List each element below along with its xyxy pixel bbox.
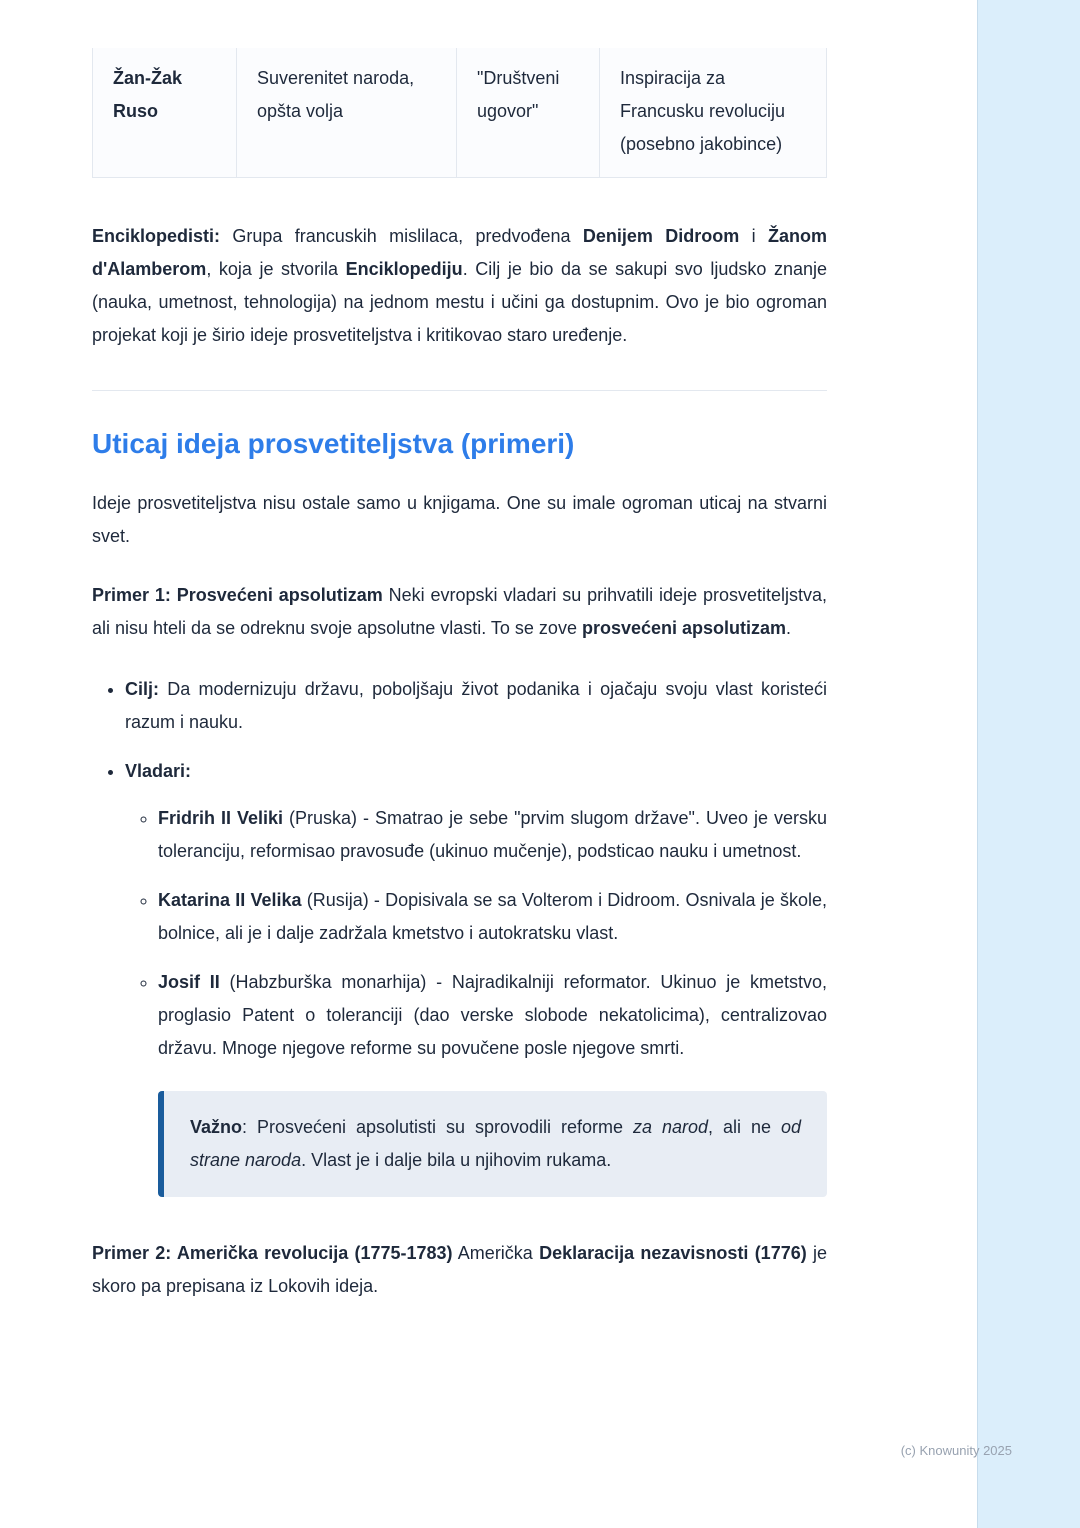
text-run-bold: Katarina II Velika — [158, 890, 302, 910]
text-run: i — [739, 226, 768, 246]
section-divider — [92, 390, 827, 391]
text-run: (Pruska) - Smatrao je sebe "prvim slugom države". Uveo je versku toleranciju, reformisao pravosuđe (ukinuo mučenje), podsticao nauku i umetnost. — [158, 808, 827, 861]
list-item-katarina — [158, 884, 827, 950]
text-run-bold: Primer 2: Američka revolucija (1775-1783) — [92, 1243, 453, 1263]
text-run: je skoro pa prepisana iz Lokovih ideja. — [92, 1243, 827, 1296]
footer-copyright: (c) Knowunity 2025 — [900, 1443, 1012, 1458]
philosopher-name: Žan-Žak Ruso — [113, 68, 183, 121]
text-run: (Habzburška monarhija) - Najradikalniji reformator. Ukinuo je kmetstvo, proglasio Patent o toleranciji (dao verske slobode nekatolicima), centralizovao državu. Mnoge njegove reforme su povučene posle njegove smrti. — [158, 972, 828, 1058]
text-run-bold: Važno — [190, 1117, 243, 1137]
text-run: : Prosvećeni apsolutisti su sprovodili reforme — [242, 1117, 633, 1137]
text-run: . Vlast je i dalje bila u njihovim rukama. — [301, 1150, 612, 1170]
table-cell-work: "Društveni ugovor" — [457, 48, 600, 178]
text-run: . Cilj je bio da se sakupi svo ljudsko znanje (nauka, umetnost, tehnologija) na jednom mestu i učini ga dostupnim. Ovo je bio ogroman projekat koji je širio ideje prosvetiteljstva i kritikovao staro uređenje. — [92, 259, 827, 345]
text-run-italic: od strane naroda — [190, 1117, 801, 1170]
text-run-italic: za narod — [632, 1117, 709, 1137]
text-run-bold: Primer 1: Prosvećeni apsolutizam — [92, 585, 383, 605]
text-run: , koja je stvorila — [206, 259, 346, 279]
text-run: Neki evropski vladari su prihvatili ideje prosvetiteljstva, ali nisu hteli da se odreknu svoje apsolutne vlasti. To se zove — [92, 585, 827, 638]
section-heading: Uticaj ideja prosvetiteljstva (primeri) — [92, 428, 575, 459]
table-row — [93, 48, 827, 178]
text-run-bold: Josif II — [158, 972, 220, 992]
list-item-cilj — [125, 673, 827, 739]
philosophers-table — [92, 48, 827, 178]
side-strip — [977, 0, 1080, 1528]
table-cell-philosopher — [93, 48, 237, 178]
text-run-bold: Žanom d'Alamberom — [92, 226, 827, 279]
text-run: , ali ne — [708, 1117, 781, 1137]
text-run: Američka — [452, 1243, 540, 1263]
text-run-bold: Enciklopediju — [345, 259, 463, 279]
list-item-fridrih — [158, 802, 827, 868]
text-run: Grupa francuskih mislilaca, predvođena — [220, 226, 583, 246]
paragraph-intro: Ideje prosvetiteljstva nisu ostale samo u knjigama. One su imale ogroman uticaj na stvarni svet. — [92, 493, 827, 546]
document-content — [92, 0, 827, 1303]
bullet-list — [92, 673, 827, 1065]
important-callout — [158, 1091, 827, 1197]
table-cell-influence: Inspiracija za Francusku revoluciju (posebno jakobince) — [600, 48, 827, 178]
text-run-bold: Vladari: — [125, 761, 192, 781]
text-run-bold: Cilj: — [125, 679, 159, 699]
text-run-bold: Enciklopedisti: — [92, 226, 221, 246]
text-run: Da modernizuju državu, poboljšaju život podanika i ojačaju svoju vlast koristeći razum i nauku. — [125, 679, 827, 732]
text-run-bold: Denijem Didroom — [582, 226, 740, 246]
text-run-bold: Deklaracija nezavisnosti (1776) — [539, 1243, 807, 1263]
text-run: . — [786, 618, 792, 638]
paragraph-primer2 — [92, 1237, 827, 1303]
text-run-bold: prosvećeni apsolutizam — [581, 618, 787, 638]
rulers-sublist — [125, 802, 827, 1065]
paragraph-enciklopedisti — [92, 220, 827, 352]
table-cell-key-ideas: Suverenitet naroda, opšta volja — [237, 48, 457, 178]
text-run-bold: Fridrih II Veliki — [158, 808, 284, 828]
paragraph-primer1 — [92, 579, 827, 645]
text-run: (Rusija) - Dopisivala se sa Volterom i Didroom. Osnivala je škole, bolnice, ali je i dalje zadržala kmetstvo i autokratsku vlast. — [158, 890, 828, 943]
list-item-vladari — [125, 755, 827, 1065]
list-item-josif — [158, 966, 827, 1065]
